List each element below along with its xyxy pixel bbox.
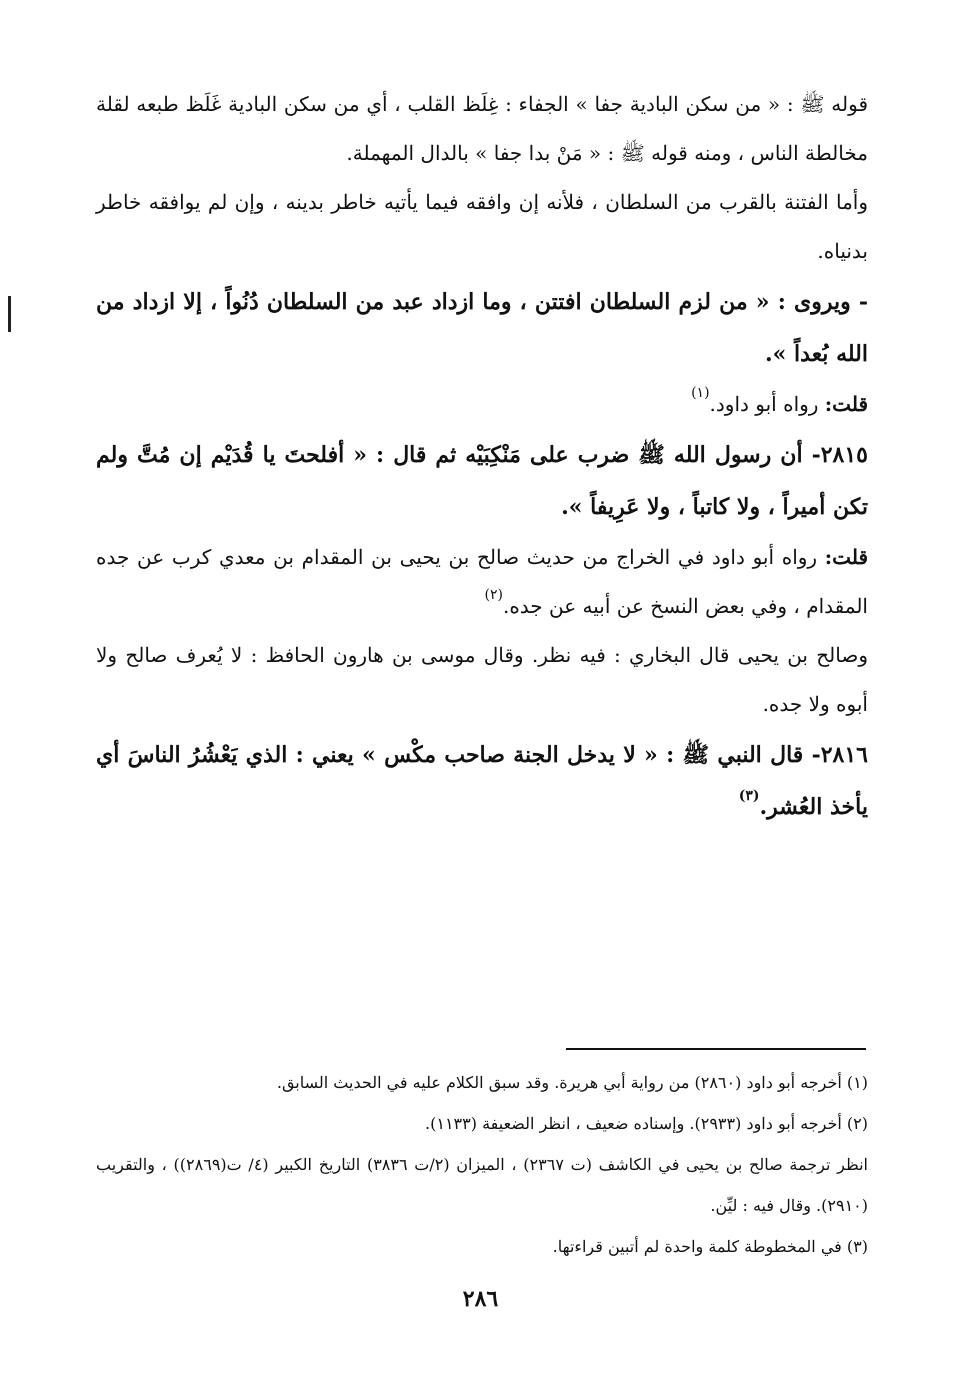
paragraph-commentary-2 <box>96 178 868 276</box>
paragraph-text: رواه أبو داود في الخراج من حديث صالح بن يحيى بن المقدام بن معدي كرب عن جده المقدام ، وفي بعض النسخ عن أبيه عن جده. <box>96 545 868 618</box>
paragraph-text: - ويروى : « من لزم السلطان افتتن ، وما ازداد عبد من السلطان دُنُواً ، إلا ازداد من الله بُعداً ». <box>96 289 868 367</box>
footnote-2-continued: انظر ترجمة صالح بن يحيى في الكاشف (ت ٢٣٦٧) ، الميزان (٢/ت ٣٨٣٦) التاريخ الكبير (٤/ ت(٢٨٦٩)) ، والتقريب (٢٩١٠). وقال فيه : ليِّن. <box>96 1155 868 1215</box>
paragraph-text: وأما الفتنة بالقرب من السلطان ، فلأنه إن وافقه فيما يأتيه خاطر بدينه ، وإن لم يوافقه خاطر بدنياه. <box>96 190 868 263</box>
footnote-divider <box>566 1048 866 1050</box>
footnote-1: (١) أخرجه أبو داود (٢٨٦٠) من رواية أبي هريرة. وقد سبق الكلام عليه في الحديث السابق. <box>276 1073 868 1092</box>
hadith-text: ٢٨١٥- أن رسول الله ﷺ ضرب على مَنْكِبَيْه ثم قال : « أفلحتَ يا قُدَيْم إن مُتَّ ولم تكن أميراً ، ولا كاتباً ، ولا عَرِيفاً ». <box>96 442 868 520</box>
paragraph-text: رواه أبو داود. <box>709 392 825 416</box>
hadith-2815 <box>96 429 868 533</box>
hadith-text: ٢٨١٦- قال النبي ﷺ : « لا يدخل الجنة صاحب مكْس » يعني : الذي يَعْشُرُ الناسَ أي يأخذ العُشر. <box>96 742 868 820</box>
qultu-label: قلت: <box>824 392 868 416</box>
footnote-ref: (١) <box>691 385 710 401</box>
hadith-2816 <box>96 729 868 833</box>
main-text <box>96 80 868 833</box>
margin-mark <box>8 296 11 332</box>
paragraph-qultu-2 <box>96 533 868 631</box>
qultu-label: قلت: <box>824 545 868 569</box>
footnotes <box>96 1062 868 1267</box>
paragraph-text: قوله ﷺ : « من سكن البادية جفا » الجفاء : غِلَظ القلب ، أي من سكن البادية غَلَظ طبعه لقلة مخالطة الناس ، ومنه قوله ﷺ : « مَنْ بدا جفا » بالدال المهملة. <box>96 92 868 165</box>
footnote-3: (٣) في المخطوطة كلمة واحدة لم أتبين قراءتها. <box>552 1237 868 1256</box>
paragraph-text: وصالح بن يحيى قال البخاري : فيه نظر. وقال موسى بن هارون الحافظ : لا يُعرف صالح ولا أبوه ولا جده. <box>96 643 868 716</box>
paragraph-commentary-3 <box>96 631 868 729</box>
paragraph-qultu-1 <box>96 380 868 429</box>
paragraph-commentary-1 <box>96 80 868 178</box>
footnote-ref: (٢) <box>484 587 503 603</box>
footnote-2: (٢) أخرجه أبو داود (٢٩٣٣). وإسناده ضعيف ، انظر الضعيفة (١١٣٣). <box>425 1114 868 1133</box>
page-number: ٢٨٦ <box>462 1286 499 1312</box>
footnote-ref: (٣) <box>738 788 760 804</box>
paragraph-narration <box>96 276 868 380</box>
